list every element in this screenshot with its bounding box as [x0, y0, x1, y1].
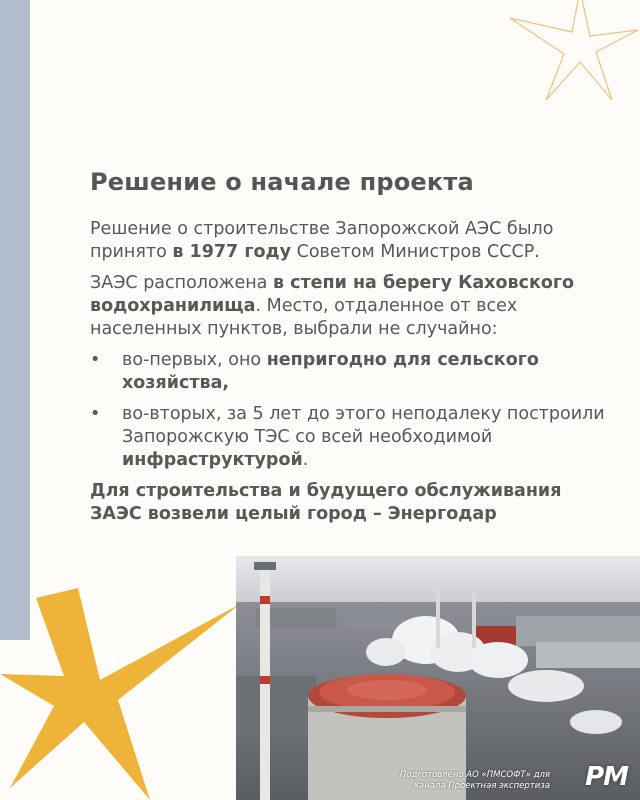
page-title: Решение о начале проекта: [90, 168, 474, 196]
list-item: • во-вторых, за 5 лет до этого неподалеку построили Запорожскую ТЭС со всей необходимой инфраструктурой.: [90, 404, 605, 470]
content: [90, 168, 610, 534]
pm-logo: PM: [585, 762, 628, 792]
list-item: • во-первых, оно непригодно для сельского хозяйства,: [90, 350, 539, 393]
photo-credit: Подготовлено АО «ПМСОФТ» для канала Проектная экспертиза: [399, 770, 550, 791]
power-plant-photo: [236, 556, 640, 800]
paragraph-location: ЗАЭС расположена в степи на берегу Каховского водохранилища. Место, отдаленное от всех населенных пунктов, выбрали не случайно:: [90, 273, 575, 339]
paragraph-decision: Решение о строительстве Запорожской АЭС было принято в 1977 году Советом Министров СССР.: [90, 219, 554, 262]
star-outline-decoration: [500, 0, 640, 112]
bullet-marker: •: [90, 404, 101, 424]
bullet-marker: •: [90, 350, 101, 370]
conclusion-text: Для строительства и будущего обслуживания ЗАЭС возвели целый город – Энергодар: [90, 481, 562, 524]
star-decoration: [0, 588, 250, 800]
side-strip: [0, 0, 30, 640]
photo-illustration: [236, 556, 640, 800]
reasons-list: [90, 349, 610, 472]
